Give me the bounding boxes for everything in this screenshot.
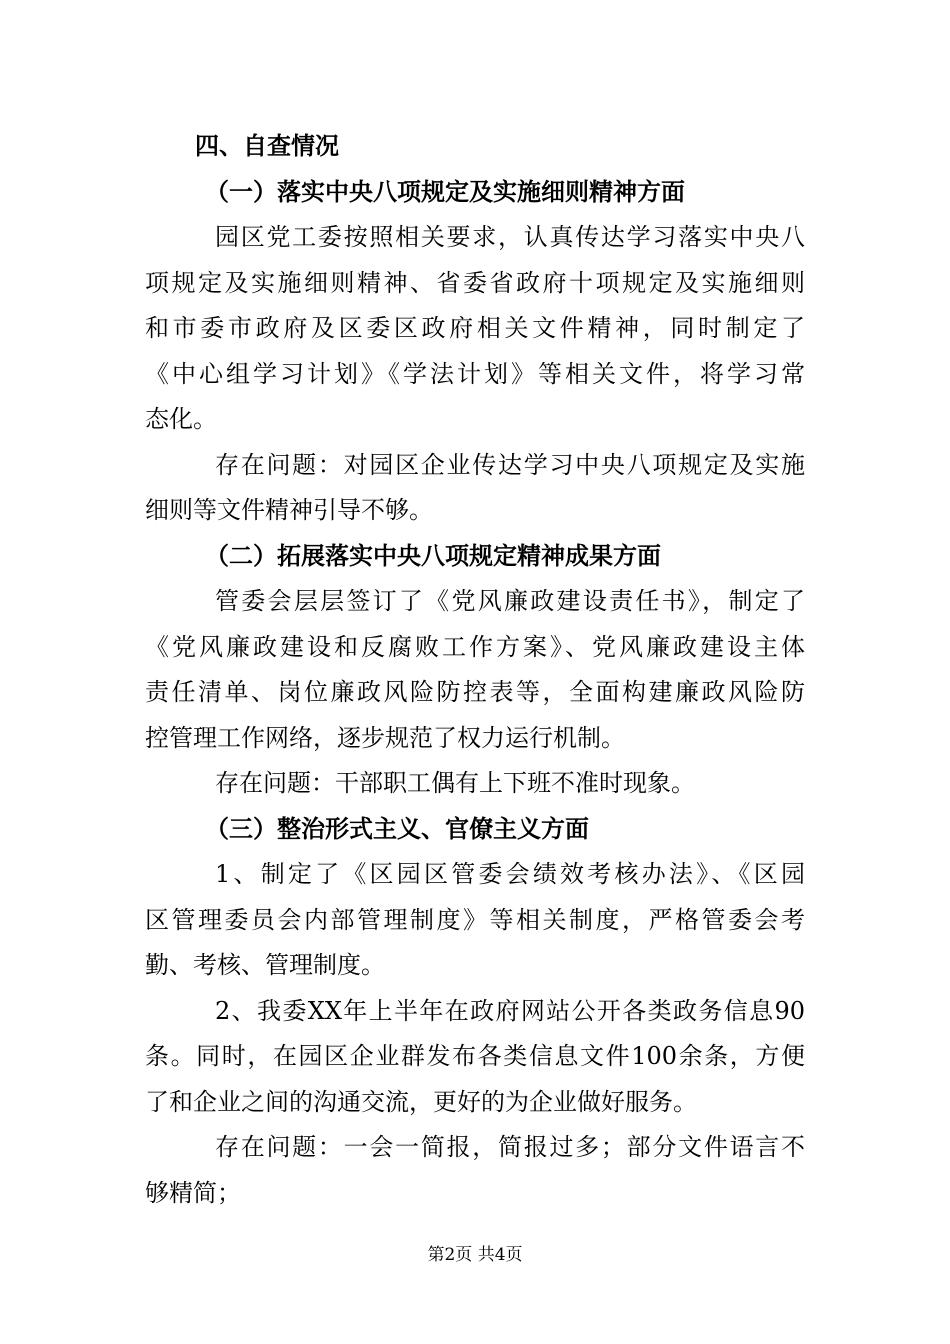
subsection-1-issue — [145, 443, 805, 534]
paragraph-line: 1、制定了《区园区管委会绩效考核办法》、《区园 — [215, 860, 805, 888]
section-title: 四、自查情况 — [195, 132, 339, 160]
subsection-1-title: （一）落实中央八项规定及实施细则精神方面 — [205, 177, 685, 206]
paragraph-line: 《中心组学习计划》《学法计划》等相关文件，将学习常 — [145, 359, 805, 388]
document-body — [145, 124, 805, 1216]
page-number-footer: 第2页 共4页 — [427, 1245, 523, 1265]
subsection-2-title: （二）拓展落实中央八项规定精神成果方面 — [205, 541, 661, 570]
paragraph-line: 态化。 — [145, 405, 217, 433]
paragraph-line: 存在问题：干部职工偶有上下班不准时现象。 — [215, 769, 695, 797]
paragraph-line: 条。同时，在园区企业群发布各类信息文件100余条，方便 — [145, 1042, 805, 1070]
paragraph-line: 控管理工作网络，逐步规范了权力运行机制。 — [145, 723, 625, 752]
subsection-3-paragraph-2 — [145, 989, 805, 1126]
paragraph-line: 存在问题：一会一简报，简报过多；部分文件语言不 — [215, 1133, 805, 1161]
paragraph-line: 细则等文件精神引导不够。 — [145, 496, 433, 524]
paragraph-line: 园区党工委按照相关要求，认真传达学习落实中央八 — [215, 223, 805, 251]
paragraph-line: 勤、考核、管理制度。 — [145, 951, 385, 979]
subsection-3-issue — [145, 1125, 805, 1216]
paragraph-line: 够精简； — [145, 1178, 241, 1207]
subsection-1-paragraph — [145, 215, 805, 443]
paragraph-line: 项规定及实施细则精神、省委省政府十项规定及实施细则 — [145, 268, 805, 297]
paragraph-line: 2、我委XX年上半年在政府网站公开各类政务信息90 — [215, 996, 805, 1025]
subsection-2-paragraph — [145, 579, 805, 761]
paragraph-line: 管委会层层签订了《党风廉政建设责任书》，制定了 — [215, 587, 805, 615]
paragraph-line: 责任清单、岗位廉政风险防控表等，全面构建廉政风险防 — [145, 678, 805, 706]
subsection-3-paragraph-1 — [145, 852, 805, 989]
paragraph-line: 《党风廉政建设和反腐败工作方案》、党风廉政建设主体 — [145, 632, 805, 661]
paragraph-line: 和市委市政府及区委区政府相关文件精神，同时制定了 — [145, 314, 805, 342]
subsection-3-title: （三）整治形式主义、官僚主义方面 — [205, 814, 589, 843]
paragraph-line: 存在问题：对园区企业传达学习中央八项规定及实施 — [215, 450, 805, 479]
paragraph-line: 了和企业之间的沟通交流，更好的为企业做好服务。 — [145, 1087, 697, 1116]
paragraph-line: 区管理委员会内部管理制度》等相关制度，严格管委会考 — [145, 905, 805, 934]
subsection-2-issue — [145, 761, 805, 807]
